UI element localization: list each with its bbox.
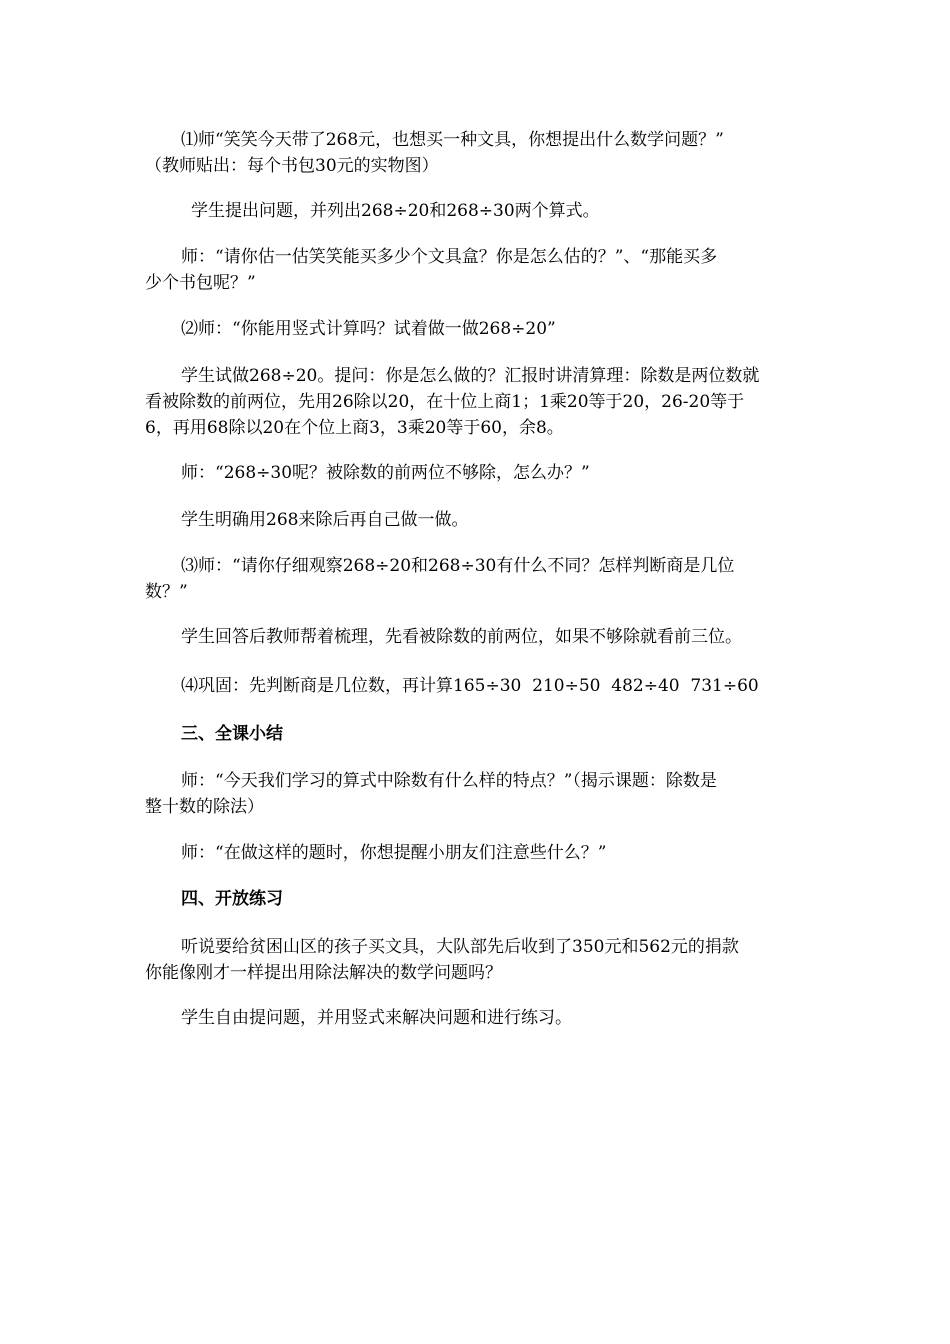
paragraph-10 bbox=[145, 673, 810, 699]
paragraph-11-line-2: 整十数的除法） bbox=[145, 797, 264, 817]
section-heading-summary: 三、全课小结 bbox=[181, 724, 283, 744]
paragraph-10-line-1: ⑷巩固：先判断商是几位数，再计算165÷30 210÷50 482÷40 731÷60 bbox=[181, 676, 759, 696]
paragraph-14 bbox=[145, 1005, 810, 1031]
paragraph-4 bbox=[145, 316, 810, 342]
paragraph-1-line-2: （教师贴出：每个书包30元的实物图） bbox=[145, 156, 439, 176]
paragraph-12-line-1: 师：“在做这样的题时，你想提醒小朋友们注意些什么？” bbox=[181, 843, 607, 863]
paragraph-8 bbox=[145, 553, 810, 605]
paragraph-13 bbox=[145, 934, 810, 986]
paragraph-14-line-1: 学生自由提问题，并用竖式来解决问题和进行练习。 bbox=[181, 1008, 572, 1028]
paragraph-3-line-2: 少个书包呢？” bbox=[145, 273, 256, 293]
paragraph-5-line-2: 看被除数的前两位，先用26除以20，在十位上商1；1乘20等于20，26-20等于 bbox=[145, 392, 745, 412]
paragraph-2 bbox=[145, 198, 810, 224]
paragraph-8-line-2: 数？” bbox=[145, 582, 188, 602]
paragraph-13-line-1: 听说要给贫困山区的孩子买文具，大队部先后收到了350元和562元的捐款 bbox=[181, 937, 739, 957]
paragraph-4-line-1: ⑵师：“你能用竖式计算吗？试着做一做268÷20” bbox=[181, 319, 556, 339]
paragraph-7-line-1: 学生明确用268来除后再自己做一做。 bbox=[181, 510, 469, 530]
paragraph-11 bbox=[145, 768, 810, 820]
section-heading-practice: 四、开放练习 bbox=[181, 889, 283, 909]
paragraph-3-line-1: 师：“请你估一估笑笑能买多少个文具盒？你是怎么估的？”、“那能买多 bbox=[181, 247, 718, 267]
paragraph-2-line-1: 学生提出问题，并列出268÷20和268÷30两个算式。 bbox=[191, 201, 600, 221]
paragraph-6-line-1: 师：“268÷30呢？被除数的前两位不够除，怎么办？” bbox=[181, 463, 590, 483]
paragraph-7 bbox=[145, 507, 810, 533]
paragraph-5-line-3: 6，再用68除以20在个位上商3，3乘20等于60，余8。 bbox=[145, 418, 564, 438]
paragraph-8-line-1: ⑶师：“请你仔细观察268÷20和268÷30有什么不同？怎样判断商是几位 bbox=[181, 556, 735, 576]
paragraph-9-line-1: 学生回答后教师帮着梳理，先看被除数的前两位，如果不够除就看前三位。 bbox=[181, 627, 742, 647]
paragraph-11-line-1: 师：“今天我们学习的算式中除数有什么样的特点？”（揭示课题：除数是 bbox=[181, 771, 717, 791]
paragraph-5 bbox=[145, 363, 810, 441]
paragraph-1-line-1: ⑴师“笑笑今天带了268元，也想买一种文具，你想提出什么数学问题？” bbox=[181, 130, 724, 150]
paragraph-3 bbox=[145, 244, 810, 296]
paragraph-9 bbox=[145, 624, 810, 650]
paragraph-6 bbox=[145, 460, 810, 486]
paragraph-1 bbox=[145, 127, 810, 179]
paragraph-12 bbox=[145, 840, 810, 866]
paragraph-5-line-1: 学生试做268÷20。提问：你是怎么做的？汇报时讲清算理：除数是两位数就 bbox=[181, 366, 760, 386]
paragraph-13-line-2: 你能像刚才一样提出用除法解决的数学问题吗？ bbox=[145, 963, 502, 983]
